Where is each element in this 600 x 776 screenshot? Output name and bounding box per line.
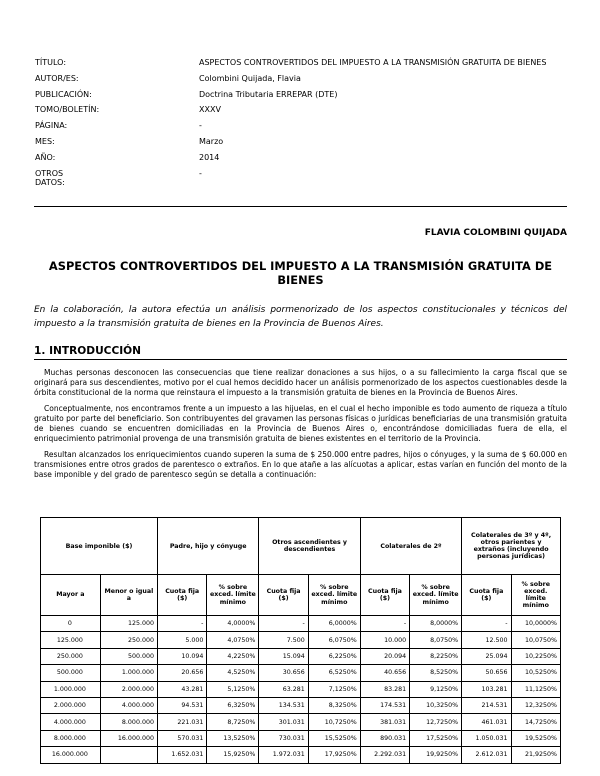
table-cell: 10,7250% bbox=[308, 714, 360, 730]
paragraph: Resultan alcanzados los enriquecimientos cuando superen la suma de $ 250.000 entre padres, hijos o cónyuges, y la suma de $ 60.000 en transmisiones entre otros grados de parentesco o extraños. En lo que atañe a las alícuotas a aplicar, estas varían en función del monto de la base imponible y del grado de parentesco según se detalla a continuación: bbox=[34, 450, 567, 479]
table-cell: 14,7250% bbox=[511, 714, 560, 730]
group-header: Colaterales de 2º bbox=[360, 518, 461, 575]
table-cell: 4,0750% bbox=[207, 632, 259, 648]
table-row bbox=[41, 616, 561, 632]
table-cell: 134.531 bbox=[259, 697, 308, 713]
table-cell: 1.000.000 bbox=[100, 665, 157, 681]
group-header: Padre, hijo y cónyuge bbox=[157, 518, 258, 575]
group-header: Otros ascendientes y descendientes bbox=[259, 518, 360, 575]
metadata-value: 2014 bbox=[199, 152, 220, 162]
table-cell: 10,3250% bbox=[410, 697, 462, 713]
divider bbox=[34, 206, 567, 207]
table-cell: 890.031 bbox=[360, 730, 409, 746]
table-cell: 8,2250% bbox=[410, 648, 462, 664]
table-cell: - bbox=[157, 616, 206, 632]
column-header: Mayor a bbox=[41, 575, 101, 616]
table-cell: 83.281 bbox=[360, 681, 409, 697]
table-cell: 4,0000% bbox=[207, 616, 259, 632]
table-cell: 17,9250% bbox=[308, 747, 360, 763]
column-header: % sobre exced. límite mínimo bbox=[410, 575, 462, 616]
table-cell: 4,5250% bbox=[207, 665, 259, 681]
table-cell: 500.000 bbox=[100, 648, 157, 664]
table-cell: 8,0000% bbox=[410, 616, 462, 632]
table-cell: 15,5250% bbox=[308, 730, 360, 746]
table-cell: 1.050.031 bbox=[462, 730, 511, 746]
table-cell: 570.031 bbox=[157, 730, 206, 746]
group-header: Base imponible ($) bbox=[41, 518, 158, 575]
metadata-value: - bbox=[199, 121, 202, 131]
table-cell: 8.000.000 bbox=[100, 714, 157, 730]
table-cell: 16.000.000 bbox=[41, 747, 101, 763]
section-heading bbox=[34, 345, 567, 360]
table-cell: 8,5250% bbox=[410, 665, 462, 681]
column-header: % sobre exced. límite mínimo bbox=[511, 575, 560, 616]
table-cell: 4.000.000 bbox=[100, 697, 157, 713]
table-cell: 10,2250% bbox=[511, 648, 560, 664]
paragraph: Muchas personas desconocen las consecuencias que tiene realizar donaciones a sus hijos, o a su fallecimiento la carga fiscal que se originará para sus descendientes, motivo por el cual hemos decidido hacer un análisis pormenorizado de los aspectos cuestionables desde la órbita constitucional de la norma que reinstaura el impuesto a la transmisión gratuita de bienes en la Provincia de Buenos Aires. bbox=[34, 368, 567, 397]
table-row bbox=[41, 648, 561, 664]
table-cell: 11,1250% bbox=[511, 681, 560, 697]
table-cell: 12,3250% bbox=[511, 697, 560, 713]
paragraph: Conceptualmente, nos encontramos frente a un impuesto a las hijuelas, en el cual el hecho imponible es todo aumento de riqueza a título gratuito por parte del beneficiario. Son contribuyentes del gravamen las personas físicas o jurídicas beneficiarias de una transmisión gratuita de bienes cuando se encuentren domiciliadas en la Provincia de Buenos Aires o, encontrándose domiciliadas fuera de ella, el enriquecimiento patrimonial provenga de una transmisión gratuita de bienes existentes en el territorio de la Provincia. bbox=[34, 404, 567, 443]
table-cell: 2.000.000 bbox=[100, 681, 157, 697]
table-cell: 12.500 bbox=[462, 632, 511, 648]
table-body bbox=[41, 616, 561, 764]
table-cell: 19,9250% bbox=[410, 747, 462, 763]
table-cell: 4.000.000 bbox=[41, 714, 101, 730]
table-cell: 50.656 bbox=[462, 665, 511, 681]
table-cell: 63.281 bbox=[259, 681, 308, 697]
metadata-value: ASPECTOS CONTROVERTIDOS DEL IMPUESTO A LA TRANSMISIÓN GRATUITA DE BIENES bbox=[199, 58, 547, 67]
table-cell: 4,2250% bbox=[207, 648, 259, 664]
metadata-value: XXXV bbox=[199, 105, 221, 115]
table-cell: 9,1250% bbox=[410, 681, 462, 697]
metadata-label: MES: bbox=[35, 136, 55, 146]
table-cell: 94.531 bbox=[157, 697, 206, 713]
table-cell: 10,0750% bbox=[511, 632, 560, 648]
table-cell: 17,5250% bbox=[410, 730, 462, 746]
table-cell: 2.612.031 bbox=[462, 747, 511, 763]
table-cell: 12,7250% bbox=[410, 714, 462, 730]
table-row bbox=[41, 697, 561, 713]
table-cell: - bbox=[259, 616, 308, 632]
metadata-value: Doctrina Tributaria ERREPAR (DTE) bbox=[199, 89, 338, 99]
table-cell: 43.281 bbox=[157, 681, 206, 697]
table-header-row bbox=[41, 518, 561, 575]
table-cell: 381.031 bbox=[360, 714, 409, 730]
table-cell: 6,0750% bbox=[308, 632, 360, 648]
column-header: % sobre exced. límite mínimo bbox=[207, 575, 259, 616]
metadata-value: Marzo bbox=[199, 136, 224, 146]
table-cell: 6,5250% bbox=[308, 665, 360, 681]
column-header: Cuota fija ($) bbox=[360, 575, 409, 616]
table-cell: 1.652.031 bbox=[157, 747, 206, 763]
table-cell: 301.031 bbox=[259, 714, 308, 730]
table-cell: 20.094 bbox=[360, 648, 409, 664]
metadata-label: AÑO: bbox=[35, 152, 56, 162]
abstract: En la colaboración, la autora efectúa un análisis pormenorizado de los aspectos constitucionales y técnicos del impuesto a la transmisión gratuita de bienes en la Provincia de Buenos Aires. bbox=[34, 305, 567, 329]
table-cell: 125.000 bbox=[100, 616, 157, 632]
table-cell: 125.000 bbox=[41, 632, 101, 648]
table-cell: 7.500 bbox=[259, 632, 308, 648]
body-text bbox=[34, 368, 567, 486]
table-cell: 5.000 bbox=[157, 632, 206, 648]
table-cell: - bbox=[462, 616, 511, 632]
table-cell: 8,3250% bbox=[308, 697, 360, 713]
table-cell: 2.000.000 bbox=[41, 697, 101, 713]
document-title: ASPECTOS CONTROVERTIDOS DEL IMPUESTO A LA TRANSMISIÓN GRATUITA DE BIENES bbox=[48, 259, 553, 287]
table-cell: 2.292.031 bbox=[360, 747, 409, 763]
table-cell: 8.000.000 bbox=[41, 730, 101, 746]
metadata-label: TOMO/BOLETÍN: bbox=[35, 105, 100, 115]
table-cell: 10,0000% bbox=[511, 616, 560, 632]
metadata-label: PUBLICACIÓN: bbox=[35, 89, 92, 99]
group-header: Colaterales de 3º y 4º, otros parientes y extraños (incluyendo personas jurídicas) bbox=[462, 518, 561, 575]
table-cell: 13,5250% bbox=[207, 730, 259, 746]
column-header: Cuota fija ($) bbox=[462, 575, 511, 616]
table-cell: 730.031 bbox=[259, 730, 308, 746]
table-row bbox=[41, 681, 561, 697]
metadata-label: OTROS DATOS: bbox=[35, 168, 65, 187]
table-cell: 6,0000% bbox=[308, 616, 360, 632]
table-cell: 6,2250% bbox=[308, 648, 360, 664]
table-cell bbox=[100, 747, 157, 763]
author-heading: FLAVIA COLOMBINI QUIJADA bbox=[424, 228, 567, 238]
table-cell: 15.094 bbox=[259, 648, 308, 664]
section-title: 1. INTRODUCCIÓN bbox=[34, 345, 567, 360]
table-cell: 7,1250% bbox=[308, 681, 360, 697]
table-row bbox=[41, 714, 561, 730]
table-cell: 174.531 bbox=[360, 697, 409, 713]
table-cell: 1.972.031 bbox=[259, 747, 308, 763]
metadata-value: Colombini Quijada, Flavia bbox=[199, 73, 301, 83]
table-cell: 500.000 bbox=[41, 665, 101, 681]
table-cell: 461.031 bbox=[462, 714, 511, 730]
metadata-value: - bbox=[199, 168, 202, 178]
column-header: % sobre exced. límite mínimo bbox=[308, 575, 360, 616]
column-header: Cuota fija ($) bbox=[157, 575, 206, 616]
table-row bbox=[41, 747, 561, 763]
table-cell: 10.000 bbox=[360, 632, 409, 648]
table-cell: 10,5250% bbox=[511, 665, 560, 681]
table-cell: 21,9250% bbox=[511, 747, 560, 763]
table-subheader-row bbox=[41, 575, 561, 616]
table-cell: 15,9250% bbox=[207, 747, 259, 763]
table-cell: 40.656 bbox=[360, 665, 409, 681]
table-cell: 250.000 bbox=[100, 632, 157, 648]
table-cell: 30.656 bbox=[259, 665, 308, 681]
tax-rate-table bbox=[40, 517, 561, 764]
table-row bbox=[41, 632, 561, 648]
column-header: Menor o igual a bbox=[100, 575, 157, 616]
table-cell: 5,1250% bbox=[207, 681, 259, 697]
table-cell: 19,5250% bbox=[511, 730, 560, 746]
table-cell: 20.656 bbox=[157, 665, 206, 681]
table-cell: 0 bbox=[41, 616, 101, 632]
table-cell: 1.000.000 bbox=[41, 681, 101, 697]
metadata-label: PÁGINA: bbox=[35, 121, 68, 131]
table-cell: 16.000.000 bbox=[100, 730, 157, 746]
metadata-label: AUTOR/ES: bbox=[35, 73, 79, 83]
table-cell: 214.531 bbox=[462, 697, 511, 713]
metadata-label: TÍTULO: bbox=[35, 58, 67, 67]
table-cell: 250.000 bbox=[41, 648, 101, 664]
table-cell: 6,3250% bbox=[207, 697, 259, 713]
table-row bbox=[41, 730, 561, 746]
table-cell: 8,7250% bbox=[207, 714, 259, 730]
table-cell: 10.094 bbox=[157, 648, 206, 664]
table-cell: 221.031 bbox=[157, 714, 206, 730]
table-cell: 103.281 bbox=[462, 681, 511, 697]
table-row bbox=[41, 665, 561, 681]
table-cell: 8,0750% bbox=[410, 632, 462, 648]
column-header: Cuota fija ($) bbox=[259, 575, 308, 616]
table-cell: 25.094 bbox=[462, 648, 511, 664]
table-cell: - bbox=[360, 616, 409, 632]
